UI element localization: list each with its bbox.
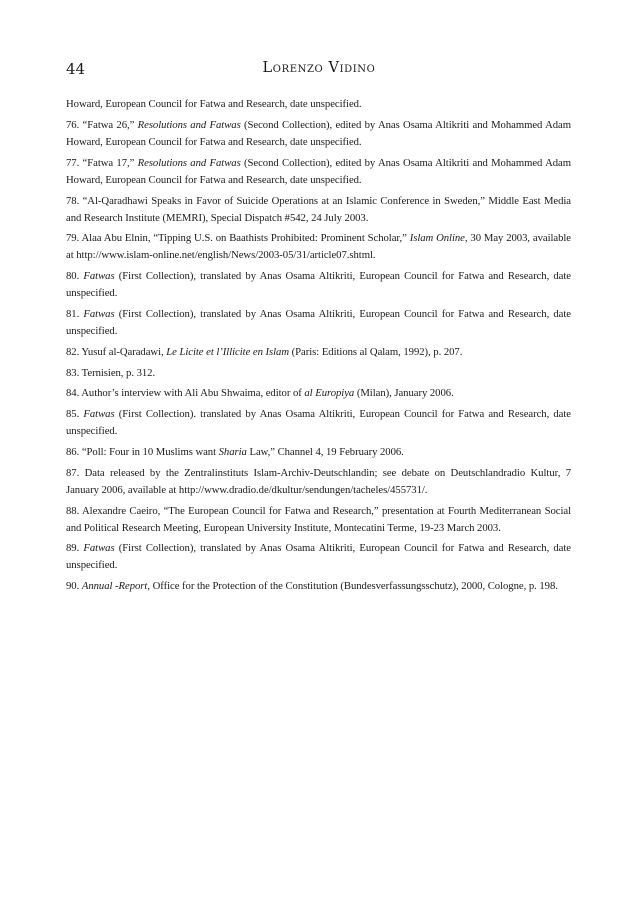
endnote-text: (Paris: Editions al Qalam, 1992), p. 207. [289,345,463,358]
endnotes-list [66,96,571,595]
endnote [66,540,571,574]
endnote-text: (Second Collection), edited by Anas Osama Altikriti and Mohammed Adam Howard, European Council for Fatwa and Research, date unspecified. [66,156,572,186]
endnote-italic-text: Resolutions and Fatwas [137,156,241,169]
endnote-text: 87. Data released by the Zentralinstituts Islam-Archiv-Deutschlandin; see debate on Deutschlandradio Kultur, 7 January 2006, available at http://www.dradio.de/dkultur/sendungen/tacheles/455731/. [66,466,571,496]
endnote-italic-text: Fatwas [83,270,115,283]
endnote-italic-text: Sharia [218,445,247,458]
endnote [66,365,571,382]
endnote-text: 80. [66,270,84,283]
endnote-italic-text: Annual -Report, [81,580,150,593]
running-title: Lorenzo Vidino [262,60,376,76]
endnote-text: 77. “Fatwa 17,” [66,156,138,169]
endnote-text: 89. [66,542,84,555]
endnote [66,230,571,264]
endnote [66,444,571,461]
endnote-text: Law,” Channel 4, 19 February 2006. [246,445,404,458]
endnote-text: Office for the Protection of the Constitution (Bundesverfassungsschutz), 2000, Cologne, p. 198. [149,580,558,593]
endnote-text: , 30 May 2003, available at http://www.islam-online.net/english/News/2003-05/31/article07.shtml. [66,232,572,262]
endnote-text: 88. Alexandre Caeiro, “The European Council for Fatwa and Research,” presentation at Fourth Mediterranean Social and Political Research Meeting, European University Institute, Montecatini Terme, 19-23 March 2003. [66,504,571,534]
endnote [66,344,571,361]
endnote-text: 78. “Al-Qaradhawi Speaks in Favor of Suicide Operations at an Islamic Conference in Sweden,” Middle East Media and Research Institute (MEMRI), Special Dispatch #542, 24 July 2003. [66,194,571,224]
endnote [66,503,571,537]
endnote [66,268,571,302]
endnote-text: 82. Yusuf al-Qaradawi, [66,345,167,358]
endnote [66,155,571,189]
endnote-italic-text: al Europiya [304,387,355,400]
endnote-text: (Milan), January 2006. [354,387,454,400]
endnote-italic-text: Fatwas [83,408,115,421]
endnote-text: (Second Collection), edited by Anas Osama Altikriti and Mohammed Adam Howard, European Council for Fatwa and Research, date unspecified. [66,119,572,148]
endnote-text: 90. [66,580,82,593]
endnote [66,578,571,595]
endnote-text: 86. “Poll: Four in 10 Muslims want [66,445,219,458]
endnote-text: 84. Author’s interview with Ali Abu Shwaima, editor of [66,387,305,400]
endnote-text: Howard, European Council for Fatwa and Research, date unspecified. [66,98,362,110]
endnote-text: 79. Alaa Abu Elnin, “Tipping U.S. on Baathists Prohibited: Prominent Scholar,” [66,232,410,245]
endnote-italic-text: Le Licite et l’Illicite en Islam [166,345,290,358]
endnote [66,306,571,340]
endnote [66,465,571,499]
endnote [66,117,571,151]
endnote-italic-text: Islam Online [409,232,465,245]
endnote-text: 83. Ternisien, p. 312. [66,366,156,379]
endnote-text: (First Collection), translated by Anas Osama Altikriti, European Council for Fatwa and Research, date unspecified. [66,542,571,572]
endnote [66,385,571,402]
endnote [66,406,571,440]
page-number: 44 [66,60,86,78]
endnote-italic-text: Fatwas [83,542,115,555]
endnote-italic-text: Fatwas [83,307,115,320]
endnote [66,193,571,227]
endnote-text: 81. [66,307,84,320]
endnote [66,96,571,113]
endnote-text: 85. [66,408,84,421]
endnote-italic-text: Resolutions and Fatwas [137,119,241,131]
running-header [66,60,572,84]
endnote-text: (First Collection). translated by Anas Osama Altikriti, European Council for Fatwa and Research, date unspecified. [66,408,571,438]
endnote-text: (First Collection), translated by Anas Osama Altikriti, European Council for Fatwa and Research, date unspecified. [66,307,571,337]
endnote-text: (First Collection), translated by Anas Osama Altikriti, European Council for Fatwa and Research, date unspecified. [66,270,571,300]
endnote-text: 76. “Fatwa 26,” [66,119,138,131]
